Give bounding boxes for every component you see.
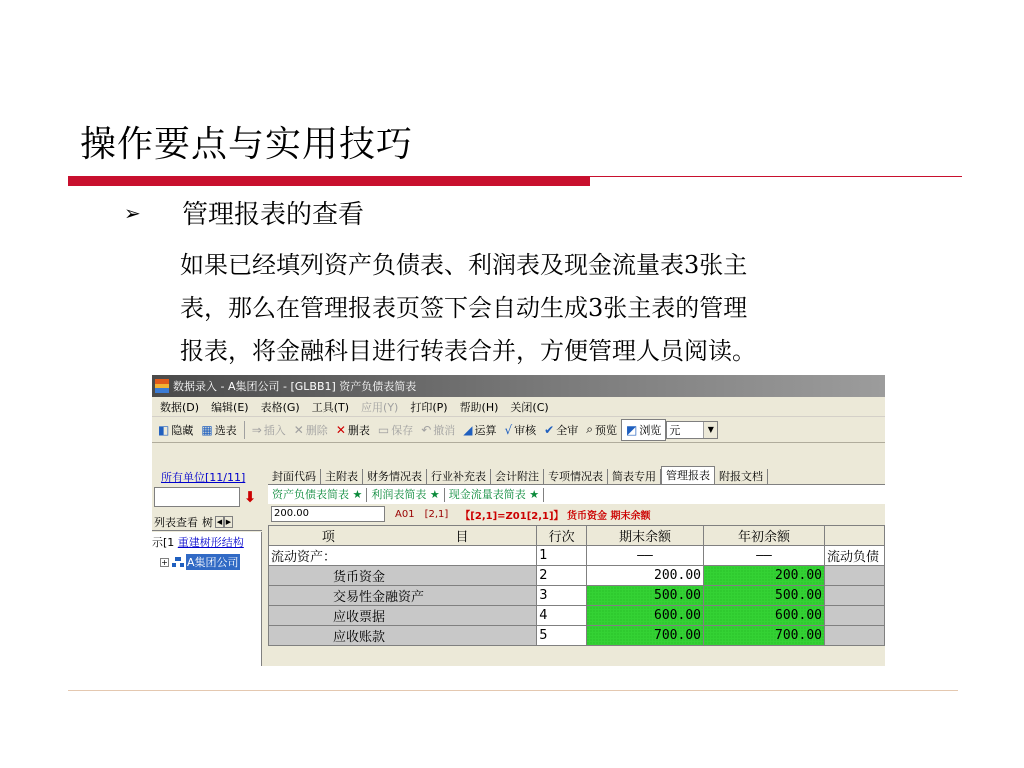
header-side — [824, 526, 884, 546]
tab-brief[interactable]: 简表专用 — [608, 469, 661, 484]
tab-financial[interactable]: 财务情况表 — [363, 469, 427, 484]
save-icon: ▭ — [377, 422, 390, 437]
tab-notes[interactable]: 会计附注 — [491, 469, 544, 484]
bullet-arrow-icon: ➢ — [124, 201, 141, 225]
org-chart-icon — [172, 557, 184, 567]
body-line: 如果已经填列资产负债表、利润表及现金流量表3张主 — [180, 251, 748, 279]
footer-divider — [68, 690, 958, 691]
unit-select[interactable] — [666, 421, 718, 439]
toolbar — [152, 417, 885, 443]
delete-button[interactable] — [290, 419, 332, 441]
preview-button[interactable] — [582, 419, 621, 441]
preview-label: 预览 — [594, 423, 617, 437]
cell-side-label[interactable]: 流动负债 — [824, 546, 884, 566]
header-item-2: 目 — [388, 526, 537, 546]
menu-apply[interactable]: 应用(Y) — [361, 400, 399, 414]
table-row — [269, 586, 885, 606]
audit-all-label: 全审 — [556, 423, 579, 437]
cell-side[interactable] — [824, 586, 884, 606]
hide-button[interactable] — [154, 419, 197, 441]
table-row — [269, 566, 885, 586]
tab-cash-flow[interactable]: 现金流量表简表 ★ — [445, 488, 544, 502]
undo-icon: ↶ — [421, 422, 432, 437]
cell-begin-balance[interactable]: 500.00 — [704, 586, 825, 606]
table-row — [269, 606, 885, 626]
delete-table-button[interactable] — [332, 419, 374, 441]
select-table-icon: ▦ — [201, 422, 213, 437]
tab-income-statement[interactable]: 利润表简表 ★ — [367, 488, 444, 502]
undo-button[interactable] — [417, 419, 459, 441]
audit-label: 审核 — [514, 423, 537, 437]
app-window — [152, 375, 885, 666]
menu-edit[interactable]: 编辑(E) — [211, 400, 249, 414]
chevron-down-icon[interactable]: ▼ — [703, 422, 717, 438]
menu-tools[interactable]: 工具(T) — [311, 400, 350, 414]
row-number: 2 — [537, 566, 587, 586]
delete-label: 删除 — [305, 423, 328, 437]
cell-begin-balance[interactable]: 700.00 — [704, 626, 825, 646]
tree-header-prefix: 示[1 — [152, 536, 175, 549]
scroll-right-icon[interactable]: ▶ — [225, 517, 232, 526]
header-end-balance: 期末余额 — [586, 526, 703, 546]
row-label[interactable]: 交易性金融资产 — [269, 586, 537, 606]
body-paragraph — [180, 244, 870, 373]
header-begin-balance: 年初余额 — [704, 526, 825, 546]
audit-check-icon: √ — [504, 422, 513, 437]
primary-tabs — [268, 465, 885, 484]
bullet-heading: 管理报表的查看 — [182, 200, 365, 230]
formula-bar — [268, 504, 885, 524]
row-label[interactable]: 应收票据 — [269, 606, 537, 626]
table-row — [269, 546, 885, 566]
formula-expression: 【[2,1]=Z01[2,1]】 货币资金 期末余额 — [460, 510, 651, 522]
delete-table-icon: ✕ — [335, 422, 346, 437]
cell-begin-balance[interactable]: 600.00 — [704, 606, 825, 626]
title-underline-rule — [590, 176, 962, 177]
unit-panel — [152, 465, 262, 666]
insert-label: 插入 — [263, 423, 286, 437]
row-label[interactable]: 应收账款 — [269, 626, 537, 646]
insert-row-icon: ⇒ — [251, 422, 262, 437]
report-sheet — [268, 525, 885, 646]
tab-balance-sheet[interactable]: 资产负债表简表 ★ — [268, 488, 367, 502]
save-label: 保存 — [391, 423, 414, 437]
tab-attached-docs[interactable]: 附报文档 — [715, 469, 768, 484]
window-titlebar — [152, 375, 885, 397]
row-label[interactable]: 流动资产： — [269, 546, 537, 566]
cell-side[interactable] — [824, 566, 884, 586]
window-title: 数据录入 - A集团公司 - [GLBB1] 资产负债表简表 — [173, 380, 417, 393]
all-units-link[interactable]: 所有单位[11/11] — [161, 471, 246, 484]
menu-close[interactable]: 关闭(C) — [510, 400, 549, 414]
select-table-label: 选表 — [214, 423, 237, 437]
cell-begin-balance[interactable]: —— — [704, 546, 825, 566]
slide-title: 操作要点与实用技巧 — [80, 124, 414, 165]
browse-button[interactable] — [621, 419, 666, 441]
tab-special[interactable]: 专项情况表 — [544, 469, 608, 484]
tab-tree-view[interactable]: 树 — [202, 515, 213, 529]
insert-button[interactable] — [248, 419, 290, 441]
unit-select-value: 元 — [669, 423, 681, 437]
tab-main-attached[interactable]: 主附表 — [321, 469, 363, 484]
table-row — [269, 626, 885, 646]
menu-print[interactable]: 打印(P) — [410, 400, 448, 414]
row-number: 1 — [537, 546, 587, 566]
save-button[interactable] — [374, 419, 417, 441]
title-underline-accent — [68, 176, 590, 186]
row-number: 3 — [537, 586, 587, 606]
tab-cover-code[interactable]: 封面代码 — [268, 469, 321, 484]
rebuild-tree-link[interactable]: 重建树形结构 — [177, 536, 244, 549]
body-line: 表，那么在管理报表页签下会自动生成3张主表的管理 — [180, 294, 748, 322]
cell-side[interactable] — [824, 626, 884, 646]
app-logo-icon — [155, 379, 169, 393]
tab-list-view[interactable]: 列表查看 — [154, 515, 198, 529]
cell-begin-balance[interactable]: 200.00 — [704, 566, 825, 586]
calc-icon: ◢ — [463, 422, 473, 437]
row-number: 4 — [537, 606, 587, 626]
calc-label: 运算 — [474, 423, 497, 437]
cell-end-balance[interactable]: 700.00 — [586, 626, 703, 646]
cell-side[interactable] — [824, 606, 884, 626]
header-row — [269, 526, 885, 546]
select-table-button[interactable] — [197, 419, 240, 441]
delete-row-icon: ✕ — [293, 422, 304, 437]
menu-bar — [152, 397, 885, 417]
scroll-left-icon[interactable]: ◀ — [216, 517, 223, 526]
undo-label: 撤消 — [433, 423, 456, 437]
secondary-tabs — [268, 484, 885, 504]
unit-tree — [152, 532, 262, 666]
header-row-no: 行次 — [537, 526, 587, 546]
menu-table[interactable]: 表格(G) — [260, 400, 300, 414]
cell-ref: A01 — [395, 508, 415, 520]
menu-help[interactable]: 帮助(H) — [459, 400, 499, 414]
cell-value-input[interactable]: 200.00 — [271, 506, 385, 522]
cell-end-balance[interactable]: 600.00 — [586, 606, 703, 626]
row-number: 5 — [537, 626, 587, 646]
body-line: 报表，将金融科目进行转表合并，方便管理人员阅读。 — [180, 337, 756, 365]
audit-button[interactable] — [501, 419, 541, 441]
tree-node-label[interactable]: A集团公司 — [187, 556, 239, 569]
browse-label: 浏览 — [639, 423, 662, 437]
hide-panel-icon: ◧ — [158, 422, 170, 437]
tab-management-report[interactable]: 管理报表 — [661, 466, 715, 484]
tree-node-root[interactable] — [160, 554, 240, 570]
preview-icon: ⌕ — [586, 422, 593, 436]
arrow-down-icon[interactable]: ⬇ — [243, 488, 257, 506]
audit-all-check-icon: ✔ — [544, 422, 555, 437]
cell-end-balance[interactable]: —— — [586, 546, 703, 566]
toolbar-separator — [244, 421, 245, 439]
row-label[interactable]: 货币资金 — [269, 566, 537, 586]
unit-search-input[interactable] — [154, 487, 240, 507]
row-col-ref: [2,1] — [424, 508, 449, 520]
left-panel-tabs — [152, 513, 262, 531]
audit-all-button[interactable] — [540, 419, 582, 441]
cell-end-balance-selected[interactable]: 200.00 — [586, 566, 703, 586]
cell-end-balance[interactable]: 500.00 — [586, 586, 703, 606]
browse-icon: ◩ — [625, 422, 638, 437]
delete-table-label: 删表 — [347, 423, 370, 437]
menu-data[interactable]: 数据(D) — [160, 400, 200, 414]
report-panel — [268, 465, 885, 666]
header-item: 项 — [269, 526, 388, 546]
expand-icon[interactable]: + — [161, 557, 168, 567]
tree-header — [152, 534, 244, 550]
hide-label: 隐藏 — [171, 423, 194, 437]
tab-industry[interactable]: 行业补充表 — [427, 469, 491, 484]
calc-button[interactable] — [459, 419, 500, 441]
